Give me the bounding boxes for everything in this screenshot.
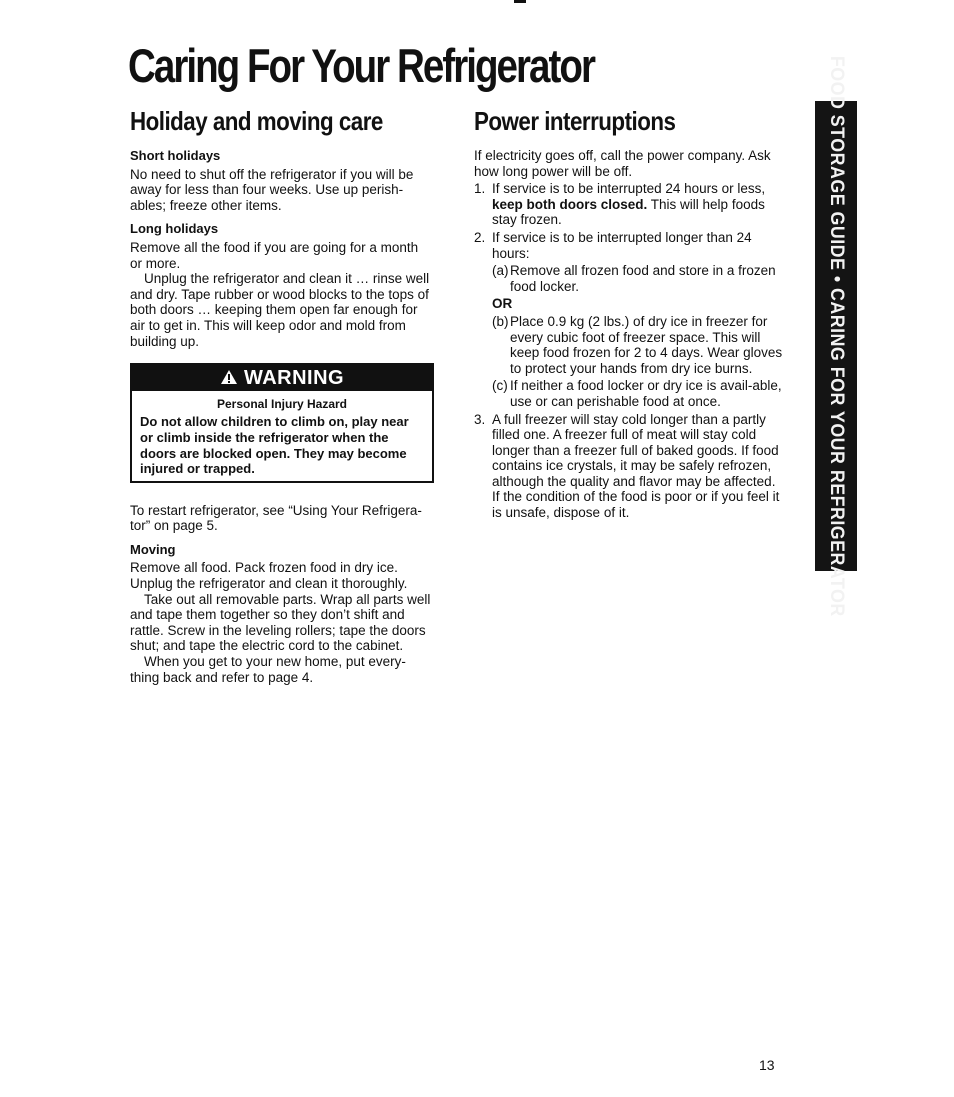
item-number: 2. bbox=[474, 229, 486, 245]
or-label: OR bbox=[492, 296, 513, 312]
list-item bbox=[474, 412, 784, 521]
power-list bbox=[474, 181, 784, 520]
sidebar-label: FOOD STORAGE GUIDE • CARING FOR YOUR REFRIGERATOR bbox=[826, 55, 847, 617]
long-holidays-heading: Long holidays bbox=[130, 221, 219, 237]
page-number: 13 bbox=[759, 1057, 775, 1073]
item1-text-pre: If service is to be interrupted 24 hours or less, bbox=[492, 181, 766, 197]
warning-header bbox=[132, 365, 432, 391]
warning-subtitle: Personal Injury Hazard bbox=[216, 396, 348, 411]
warning-triangle-icon bbox=[220, 367, 244, 389]
item-text: If service is to be interrupted longer than 24 hours: bbox=[492, 229, 752, 261]
page-title: Caring For Your Refrigerator bbox=[128, 39, 594, 92]
section-sidebar-tab bbox=[815, 55, 857, 617]
spacer bbox=[130, 534, 432, 542]
sub-item-text: Remove all frozen food and store in a frozen food locker. bbox=[510, 263, 776, 294]
warning-text: Do not allow children to climb on, play near or climb inside the refrigerator when the doors are blocked open. They may become injured or trapped. bbox=[140, 414, 409, 477]
short-holidays-heading: Short holidays bbox=[130, 148, 221, 163]
sub-item bbox=[492, 378, 784, 409]
sub-item-text: If neither a food locker or dry ice is avail-able, use or can perishable food at once. bbox=[510, 378, 782, 409]
moving-text-3: When you get to your new home, put every-thing back and refer to page 4. bbox=[130, 654, 406, 685]
holiday-section bbox=[130, 108, 432, 685]
spacer bbox=[130, 213, 432, 221]
item-number: 3. bbox=[474, 411, 486, 427]
power-heading: Power interruptions bbox=[474, 106, 676, 136]
item-body bbox=[492, 230, 784, 410]
item-text: A full freezer will stay cold longer than a partly filled one. A freezer full of meat will stay cold longer than a freezer full of baked goods. If food contains ice crystals, it may be safely refrozen, although the quality and flavor may be affected. If the condition of the food is poor or if you feel it is unsafe, dispose of it. bbox=[492, 411, 780, 521]
power-intro: If electricity goes off, call the power company. Ask how long power will be off. bbox=[474, 148, 771, 179]
holiday-heading: Holiday and moving care bbox=[130, 106, 383, 136]
sub-item-label: (c) bbox=[492, 378, 508, 394]
top-mark bbox=[514, 0, 526, 3]
long-holidays-text-1: Remove all the food if you are going for a month or more. bbox=[130, 239, 419, 271]
item1-text-bold: keep both doors closed. bbox=[492, 196, 648, 212]
sub-item bbox=[492, 263, 784, 294]
restart-text: To restart refrigerator, see “Using Your Refrigera-tor” on page 5. bbox=[130, 502, 422, 534]
item-text bbox=[492, 181, 784, 228]
item-number: 1. bbox=[474, 181, 486, 197]
sub-item-text: Place 0.9 kg (2 lbs.) of dry ice in freezer for every cubic foot of freezer space. This will keep food frozen for 2 to 4 days. Wear gloves to protect your hands from dry ice burns. bbox=[510, 313, 783, 376]
short-holidays-text: No need to shut off the refrigerator if you will be away for less than four weeks. Use up perish-ables; freeze other items. bbox=[130, 166, 414, 213]
item1-text-post: This will help foods stay frozen. bbox=[492, 196, 765, 228]
moving-text-1: Remove all food. Pack frozen food in dry ice. Unplug the refrigerator and clean it thoroughly. bbox=[130, 560, 408, 592]
sub-item bbox=[492, 314, 784, 376]
sub-item-label: (a) bbox=[492, 263, 509, 279]
list-item bbox=[474, 181, 784, 228]
moving-text-2: Take out all removable parts. Wrap all parts well and tape them together so they don’t shift and rattle. Screw in the leveling rollers; tape the doors shut; and tape the electric cord to the cabinet. bbox=[130, 591, 431, 654]
warning-label: WARNING bbox=[243, 367, 345, 390]
long-holidays-text-2: Unplug the refrigerator and clean it … rinse well and dry. Tape rubber or wood blocks to the tops of both doors … keeping them open far enough for air to get in. This will keep odor and mold from building up. bbox=[130, 271, 430, 349]
list-item bbox=[474, 230, 784, 410]
warning-box bbox=[130, 363, 434, 483]
moving-heading: Moving bbox=[130, 541, 176, 557]
warning-body bbox=[132, 391, 432, 481]
power-section bbox=[474, 108, 784, 521]
sub-item-label: (b) bbox=[492, 313, 509, 329]
